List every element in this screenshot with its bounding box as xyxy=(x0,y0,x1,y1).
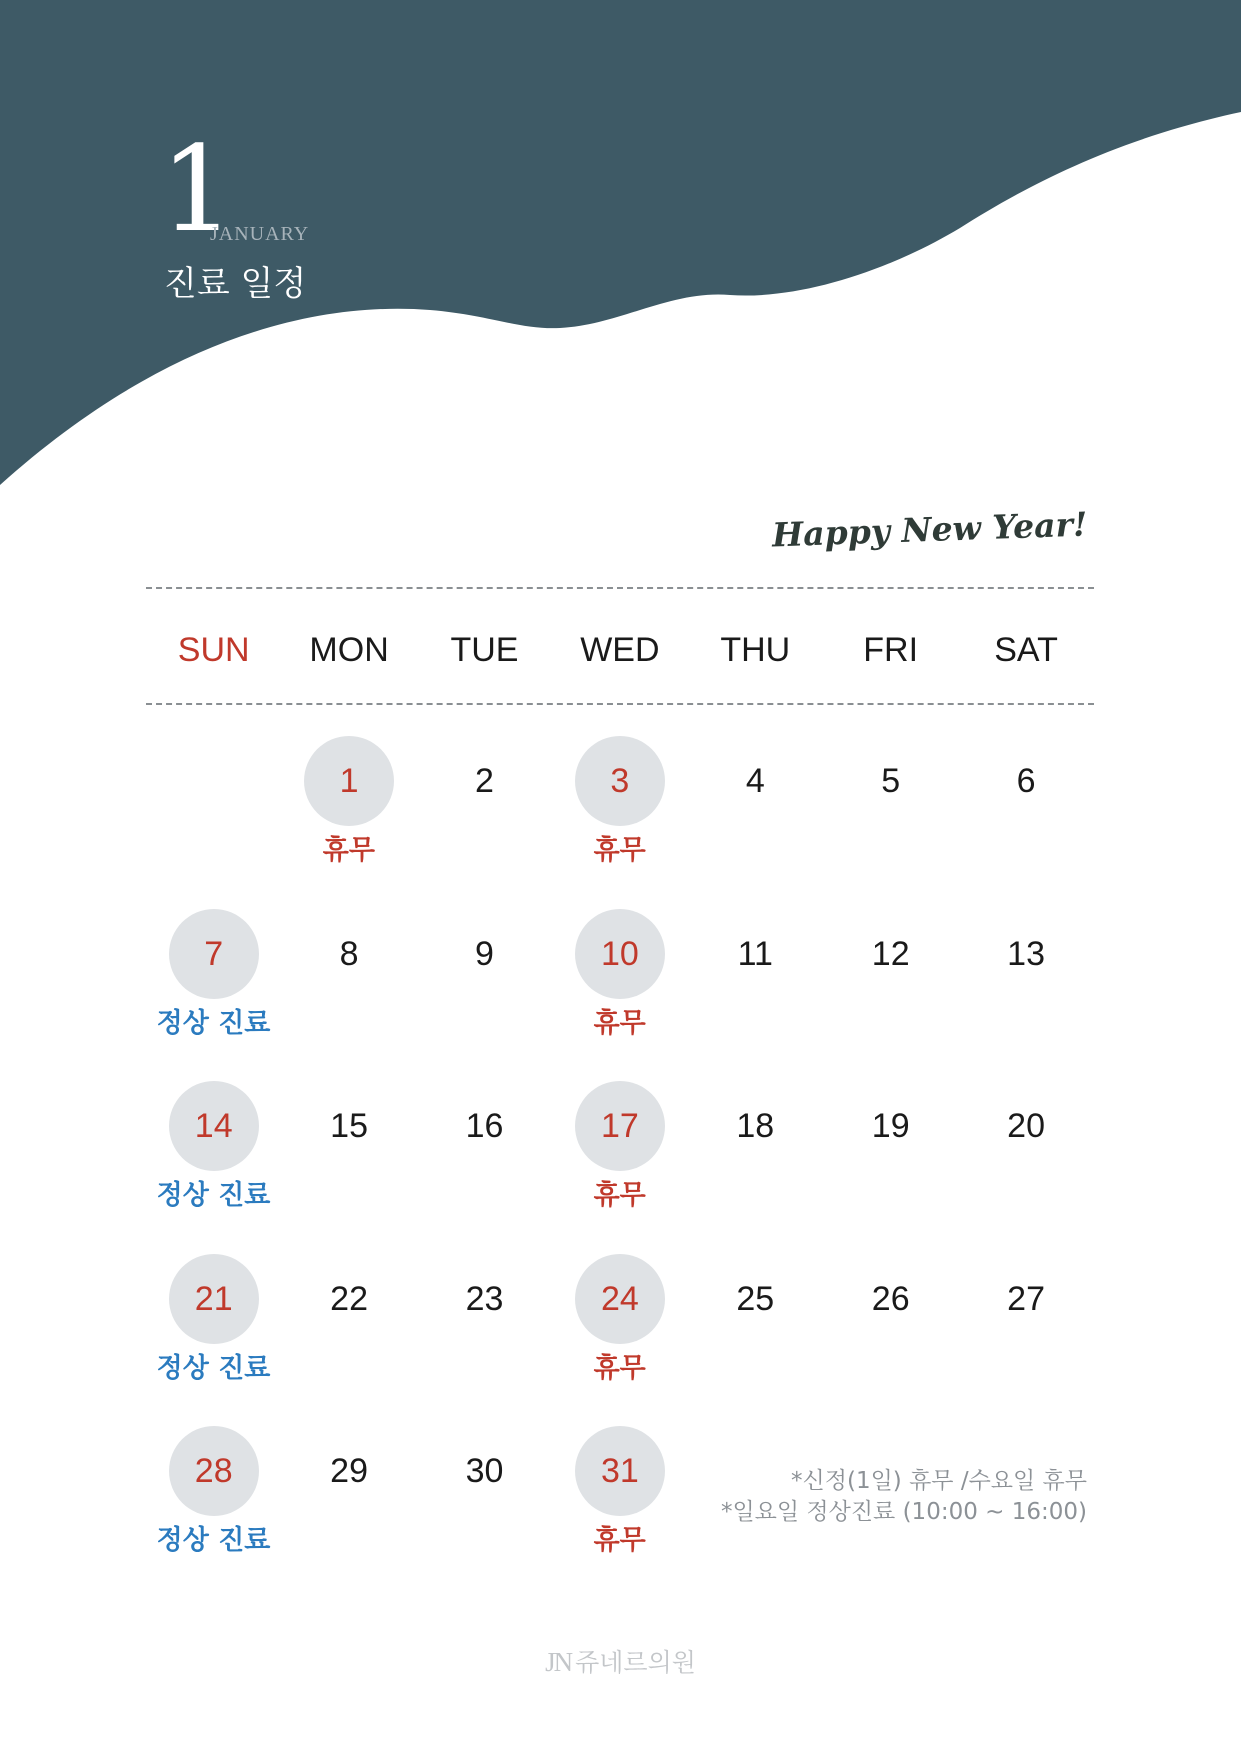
weekday-tue: TUE xyxy=(450,631,519,669)
calendar-day xyxy=(281,736,416,886)
month-name: JANUARY xyxy=(210,223,310,245)
top-divider xyxy=(146,587,1094,589)
month-number: 1 xyxy=(160,120,236,258)
calendar-day xyxy=(552,909,687,1059)
day-number: 19 xyxy=(871,1107,910,1145)
footnote-holiday: *신정(1일) 휴무 /수요일 휴무 xyxy=(791,1468,1087,1494)
calendar-day xyxy=(146,1081,281,1231)
clinic-name: 쥬네르의원 xyxy=(575,1648,696,1677)
day-number: 17 xyxy=(600,1107,639,1145)
clinic-logo xyxy=(0,1643,1241,1679)
day-number: 15 xyxy=(330,1107,368,1145)
calendar-day xyxy=(281,909,416,1059)
calendar-day xyxy=(688,909,823,1059)
calendar-day xyxy=(146,1426,281,1576)
weekday-wed: WED xyxy=(580,631,660,669)
weekday-fri: FRI xyxy=(863,631,919,669)
calendar-day xyxy=(823,1081,958,1231)
greeting-text: Happy New Year! xyxy=(771,504,1088,555)
day-number: 7 xyxy=(204,934,224,973)
day-number: 26 xyxy=(871,1279,910,1318)
calendar-day xyxy=(958,1254,1093,1404)
calendar-day xyxy=(688,1254,823,1404)
weekday-thu: THU xyxy=(720,631,791,669)
day-number: 3 xyxy=(610,762,630,800)
calendar-day xyxy=(688,736,823,886)
day-number: 10 xyxy=(600,934,639,973)
schedule-title: 진료 일정 xyxy=(164,264,307,304)
calendar-day xyxy=(281,1426,416,1576)
day-number: 23 xyxy=(465,1279,504,1318)
day-number: 8 xyxy=(339,934,359,973)
calendar-day xyxy=(823,1254,958,1404)
day-number: 12 xyxy=(871,934,910,973)
day-number: 29 xyxy=(330,1452,368,1490)
day-note-open: 정상 진료 xyxy=(156,1180,271,1211)
calendar-day xyxy=(823,909,958,1059)
day-number: 16 xyxy=(465,1107,504,1145)
day-note-open: 정상 진료 xyxy=(156,1007,271,1039)
footnotes xyxy=(721,1466,1087,1528)
calendar-day xyxy=(688,1081,823,1231)
day-number: 31 xyxy=(600,1452,639,1490)
day-number: 13 xyxy=(1007,934,1045,973)
calendar-day xyxy=(552,1426,687,1576)
day-number: 24 xyxy=(600,1279,639,1318)
day-number: 20 xyxy=(1007,1107,1045,1145)
day-number: 14 xyxy=(194,1107,233,1145)
day-number: 9 xyxy=(475,934,494,973)
day-note-closed: 휴무 xyxy=(593,1007,646,1039)
day-number: 2 xyxy=(475,762,494,800)
calendar-day xyxy=(146,1254,281,1404)
weekday-sun: SUN xyxy=(177,631,250,669)
day-number: 4 xyxy=(745,762,765,800)
day-number: 1 xyxy=(339,762,359,800)
day-number: 22 xyxy=(330,1279,368,1318)
calendar-day xyxy=(281,1081,416,1231)
bottom-divider xyxy=(146,703,1094,705)
day-note-closed: 휴무 xyxy=(322,835,375,866)
day-number: 5 xyxy=(881,762,901,800)
day-note-closed: 휴무 xyxy=(593,1352,646,1384)
day-number: 27 xyxy=(1007,1279,1045,1318)
day-number: 25 xyxy=(736,1279,775,1318)
calendar-day xyxy=(552,1254,687,1404)
calendar-day xyxy=(958,1081,1093,1231)
day-number: 30 xyxy=(465,1452,504,1490)
calendar-day xyxy=(281,1254,416,1404)
footnote-sunday-hours: *일요일 정상진료 (10:00 ~ 16:00) xyxy=(720,1499,1087,1525)
calendar-day xyxy=(552,1081,687,1231)
weekday-header-row xyxy=(146,620,1094,680)
day-number: 6 xyxy=(1016,762,1036,800)
day-number: 21 xyxy=(194,1279,233,1318)
day-note-open: 정상 진료 xyxy=(156,1525,271,1556)
day-number: 28 xyxy=(194,1452,233,1490)
clinic-logo-mark: JN xyxy=(545,1647,572,1677)
day-number: 11 xyxy=(737,934,773,973)
day-note-closed: 휴무 xyxy=(593,1525,646,1556)
calendar-day xyxy=(958,909,1093,1059)
weekday-sat: SAT xyxy=(994,631,1058,669)
calendar-day xyxy=(146,909,281,1059)
calendar-day xyxy=(552,736,687,886)
day-number: 18 xyxy=(736,1107,775,1145)
calendar-day xyxy=(958,736,1093,886)
calendar-day xyxy=(823,736,958,886)
day-note-closed: 휴무 xyxy=(593,1180,646,1211)
weekday-mon: MON xyxy=(309,631,389,669)
day-note-closed: 휴무 xyxy=(593,835,646,866)
day-note-open: 정상 진료 xyxy=(156,1352,271,1384)
